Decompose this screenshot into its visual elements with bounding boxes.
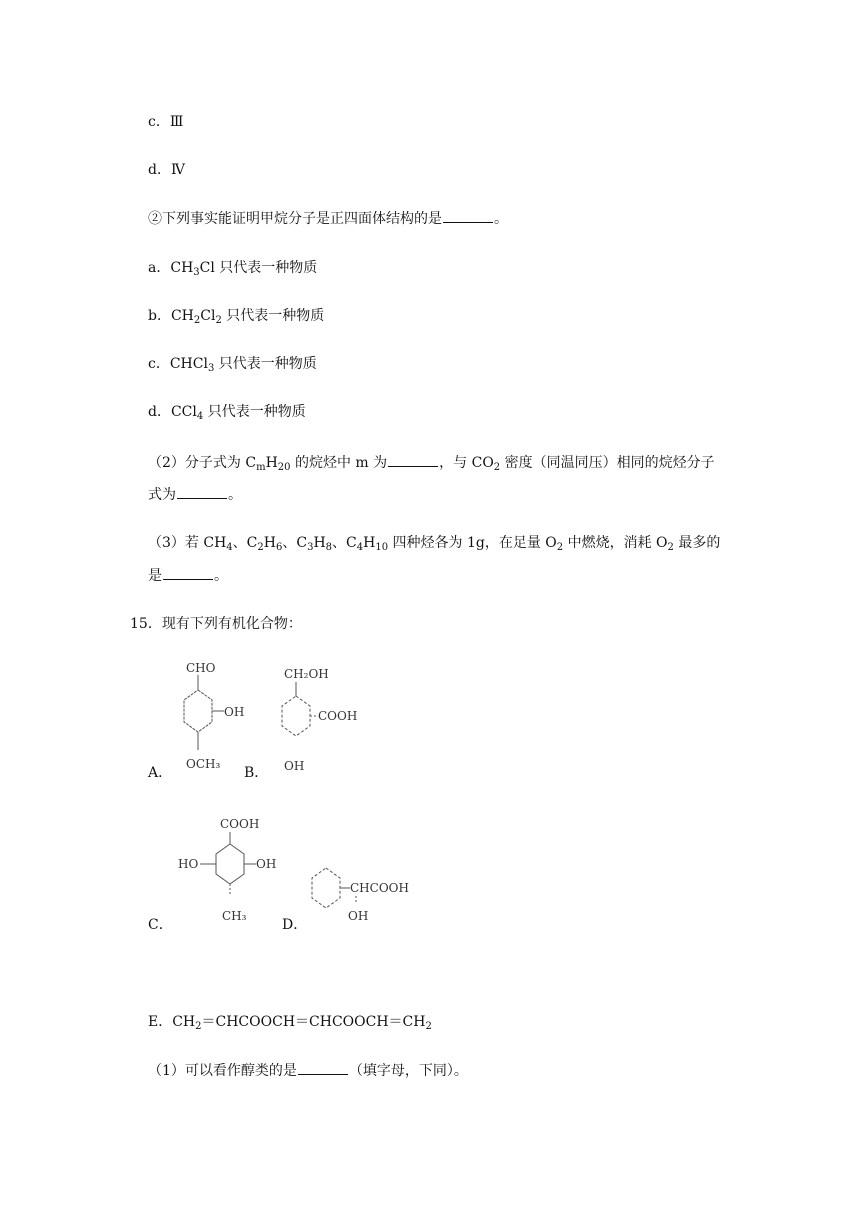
subscript: 3 (207, 363, 215, 374)
answer-blank[interactable] (298, 1060, 348, 1075)
compound-d-structure (304, 862, 424, 936)
part-3-line-2 (148, 565, 228, 586)
subscript: 3 (193, 267, 200, 278)
text: 是 (148, 568, 162, 584)
option-text: 只代表一种物质 (214, 260, 318, 276)
compound-a-label: A． (148, 765, 173, 781)
text: 四种烃各为 1g，在足量 O (388, 535, 557, 551)
question-15-title: 15．现有下列有机化合物： (130, 616, 302, 632)
text: E．CH (148, 1014, 196, 1030)
answer-blank[interactable] (163, 565, 213, 580)
subscript: 4 (356, 542, 364, 553)
punct: 。 (494, 211, 508, 227)
text: （3）若 CH (148, 535, 227, 551)
subscript: 2 (193, 315, 201, 326)
subscript: 3 (307, 542, 314, 553)
subscript: 2 (667, 542, 674, 553)
option-d-roman: d．Ⅳ (148, 162, 185, 178)
substituent-right: OH (256, 857, 277, 871)
option-c-roman: c．Ⅲ (148, 114, 184, 130)
text: （2）分子式为 C (148, 455, 257, 471)
subscript: m (256, 462, 266, 473)
text: H (363, 535, 376, 551)
option-label: b． (148, 308, 171, 324)
subscript: 2 (493, 462, 501, 473)
text: ＝CHCOOCH＝CHCOOCH＝CH (201, 1014, 426, 1030)
subscript: 2 (195, 1021, 202, 1032)
compound-d-label: D． (282, 917, 308, 933)
compound-e (148, 1012, 432, 1032)
option-b (148, 306, 324, 326)
text: H (265, 455, 278, 471)
compound-c-label: C． (148, 917, 173, 933)
formula: CH (170, 260, 194, 276)
subscript: 2 (215, 315, 222, 326)
text: H (263, 535, 276, 551)
substituent-bottom: OH (284, 759, 305, 773)
subscript: 4 (196, 411, 204, 422)
substituent-bottom: OCH₃ (186, 757, 221, 771)
compound-b-structure (268, 664, 368, 788)
text: （填字母，下同）。 (348, 1063, 468, 1079)
option-c (148, 354, 317, 374)
text: 密度（同温同压）相同的烷烃分子 (500, 455, 715, 471)
option-label: a． (148, 260, 171, 276)
option-d (148, 402, 306, 422)
text: 式为 (148, 487, 176, 503)
subscript: 20 (277, 462, 291, 473)
answer-blank[interactable] (443, 208, 493, 223)
substituent-bottom: CH₃ (222, 909, 247, 923)
substituent-bottom: OH (348, 909, 369, 923)
text: ，与 CO (439, 455, 494, 471)
punct: 。 (228, 487, 242, 503)
part-3-line-1 (148, 533, 720, 553)
part-2-line-2 (148, 484, 242, 505)
formula: Cl (199, 260, 215, 276)
question-text: ②下列事实能证明甲烷分子是正四面体结构的是 (148, 211, 442, 227)
text: 、C (232, 535, 258, 551)
option-text: 只代表一种物质 (221, 308, 325, 324)
subscript: 2 (556, 542, 564, 553)
option-label: d． (148, 404, 171, 420)
text: 最多的 (673, 535, 721, 551)
substituent-top: CH₂OH (284, 667, 329, 681)
subscript: 8 (325, 542, 333, 553)
subscript: 2 (257, 542, 264, 553)
compound-b-label: B． (244, 765, 269, 781)
substituent-top: CHO (186, 661, 216, 675)
compound-c-structure (176, 814, 296, 934)
formula: CH (170, 308, 194, 324)
option-label: c． (148, 356, 170, 372)
subscript: 6 (275, 542, 283, 553)
question-2-prompt (148, 208, 508, 229)
substituent-left: HO (178, 857, 199, 871)
text: 的烷烃中 m 为 (290, 455, 388, 471)
text: 、C (282, 535, 308, 551)
subscript: 10 (375, 542, 389, 553)
option-text: 只代表一种物质 (203, 404, 306, 420)
subscript: 4 (226, 542, 233, 553)
punct: 。 (214, 568, 228, 584)
option-text: 只代表一种物质 (214, 356, 317, 372)
option-a (148, 258, 317, 278)
formula: CCl (170, 404, 197, 420)
substituent-right: OH (224, 705, 245, 719)
subscript: 2 (425, 1021, 432, 1032)
formula: CHCl (169, 356, 208, 372)
substituent-top: COOH (220, 817, 260, 831)
answer-blank[interactable] (388, 452, 438, 467)
text: 中燃烧，消耗 O (563, 535, 668, 551)
formula: Cl (200, 308, 216, 324)
part-2-line-1 (148, 452, 715, 473)
text: （1）可以看作醇类的是 (148, 1063, 297, 1079)
question-15-sub-1 (148, 1060, 468, 1081)
text: 、C (332, 535, 357, 551)
text: H (313, 535, 326, 551)
substituent-right: CHCOOH (350, 881, 409, 895)
substituent-right: COOH (318, 709, 358, 723)
answer-blank[interactable] (177, 484, 227, 499)
